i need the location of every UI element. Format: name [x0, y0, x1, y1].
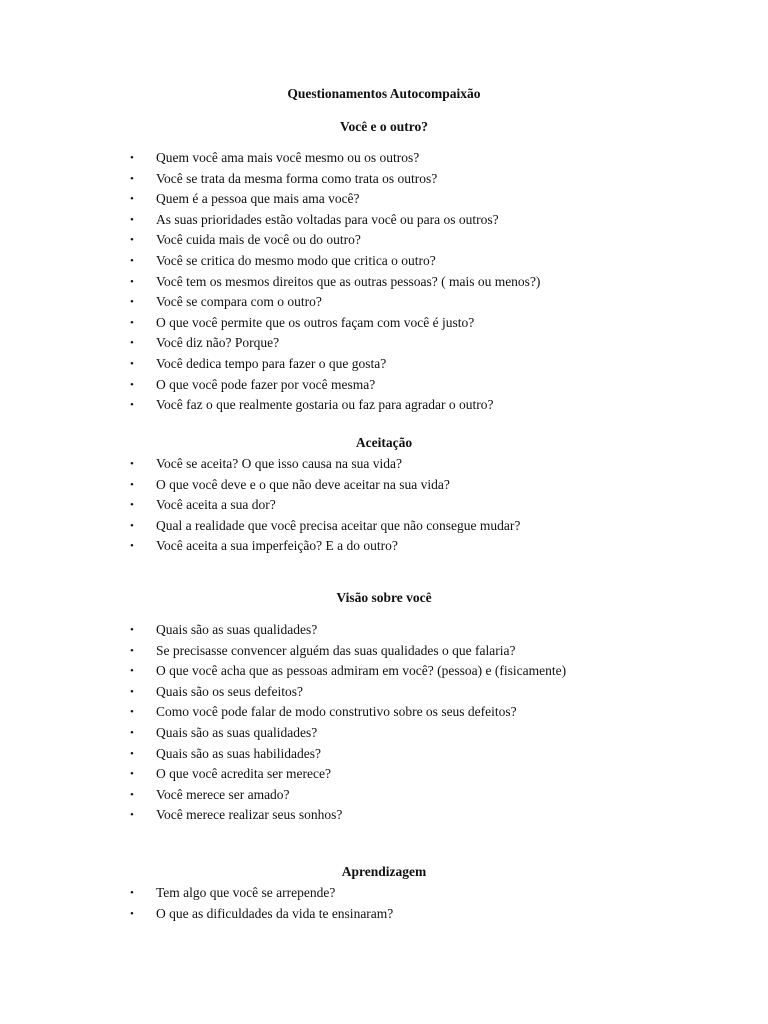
- question-text: Você merece ser amado?: [156, 786, 290, 802]
- question-text: Qual a realidade que você precisa aceitar que não consegue mudar?: [156, 517, 521, 533]
- question-item: [0, 516, 768, 537]
- question-item: [0, 475, 768, 496]
- question-text: Como você pode falar de modo construtivo sobre os seus defeitos?: [156, 704, 517, 720]
- question-item: [0, 495, 768, 516]
- question-item: [0, 169, 768, 190]
- bullet-icon: •: [130, 193, 134, 206]
- bullet-icon: •: [130, 747, 134, 760]
- bullet-icon: •: [130, 519, 134, 532]
- bullet-icon: •: [130, 399, 134, 412]
- question-text: Quem você ama mais você mesmo ou os outros?: [156, 150, 420, 165]
- question-text: Quais são as suas habilidades?: [156, 745, 321, 761]
- question-text: Você cuida mais de você ou do outro?: [156, 232, 361, 248]
- question-text: Você se critica do mesmo modo que critica o outro?: [156, 252, 436, 268]
- question-item: [0, 148, 768, 169]
- question-item: [0, 661, 768, 682]
- question-text: Você faz o que realmente gostaria ou faz para agradar o outro?: [156, 397, 494, 413]
- bullet-icon: •: [130, 254, 134, 267]
- question-text: Tem algo que você se arrepende?: [156, 885, 336, 900]
- question-item: [0, 883, 768, 904]
- question-list-visao-sobre-voce: [0, 620, 768, 826]
- question-text: Quais são os seus defeitos?: [156, 683, 303, 699]
- bullet-icon: •: [130, 685, 134, 698]
- question-text: O que você deve e o que não deve aceitar na sua vida?: [156, 476, 450, 492]
- section-heading-aceitacao: Aceitação: [355, 435, 413, 450]
- question-text: Você se aceita? O que isso causa na sua vida?: [156, 456, 403, 471]
- question-item: [0, 702, 768, 723]
- question-text: O que você pode fazer por você mesma?: [156, 376, 376, 392]
- bullet-icon: •: [130, 378, 134, 391]
- question-item: [0, 210, 768, 231]
- bullet-icon: •: [130, 624, 134, 636]
- question-text: O que você acha que as pessoas admiram em você? (pessoa) e (fisicamente): [156, 663, 567, 679]
- question-item: [0, 536, 768, 557]
- bullet-icon: •: [130, 809, 134, 822]
- question-text: As suas prioridades estão voltadas para você ou para os outros?: [156, 211, 499, 227]
- question-item: [0, 723, 768, 744]
- question-text: Você tem os mesmos direitos que as outras pessoas? ( mais ou menos?): [156, 273, 541, 289]
- question-text: Você dedica tempo para fazer o que gosta?: [156, 355, 387, 371]
- bullet-icon: •: [130, 499, 134, 512]
- bullet-icon: •: [130, 706, 134, 719]
- question-text: Você diz não? Porque?: [156, 335, 280, 351]
- document-title: Questionamentos Autocompaixão: [287, 86, 481, 101]
- question-item: [0, 904, 768, 925]
- question-text: Quais são as suas qualidades?: [156, 622, 318, 637]
- question-list-voce-e-o-outro: [0, 148, 768, 416]
- bullet-icon: •: [130, 768, 134, 781]
- question-text: Quem é a pessoa que mais ama você?: [156, 191, 360, 207]
- bullet-icon: •: [130, 152, 134, 164]
- question-item: [0, 333, 768, 354]
- bullet-icon: •: [130, 726, 134, 739]
- question-item: [0, 375, 768, 396]
- bullet-icon: •: [130, 296, 134, 309]
- question-item: [0, 454, 768, 475]
- question-item: [0, 682, 768, 703]
- question-text: Você aceita a sua imperfeição? E a do outro?: [156, 538, 398, 554]
- question-item: [0, 744, 768, 765]
- bullet-icon: •: [130, 644, 134, 657]
- question-item: [0, 230, 768, 251]
- bullet-icon: •: [130, 540, 134, 553]
- question-text: Você se trata da mesma forma como trata os outros?: [156, 170, 438, 186]
- question-item: [0, 251, 768, 272]
- question-item: [0, 620, 768, 641]
- bullet-icon: •: [130, 907, 134, 920]
- question-text: O que você permite que os outros façam com você é justo?: [156, 314, 475, 330]
- question-list-aprendizagem: [0, 883, 768, 924]
- section-heading-aprendizagem: Aprendizagem: [341, 864, 427, 879]
- bullet-icon: •: [130, 665, 134, 678]
- question-text: Você aceita a sua dor?: [156, 497, 276, 513]
- bullet-icon: •: [130, 788, 134, 801]
- question-text: Quais são as suas qualidades?: [156, 724, 318, 740]
- question-text: O que você acredita ser merece?: [156, 766, 332, 782]
- question-item: [0, 354, 768, 375]
- bullet-icon: •: [130, 887, 134, 899]
- question-item: [0, 272, 768, 293]
- question-item: [0, 641, 768, 662]
- bullet-icon: •: [130, 213, 134, 226]
- question-text: Você se compara com o outro?: [156, 294, 322, 310]
- bullet-icon: •: [130, 478, 134, 491]
- bullet-icon: •: [130, 275, 134, 288]
- question-item: [0, 292, 768, 313]
- question-item: [0, 313, 768, 334]
- bullet-icon: •: [130, 172, 134, 185]
- question-item: [0, 805, 768, 826]
- question-item: [0, 764, 768, 785]
- bullet-icon: •: [130, 458, 134, 470]
- question-item: [0, 189, 768, 210]
- question-text: O que as dificuldades da vida te ensinaram?: [156, 905, 394, 921]
- bullet-icon: •: [130, 357, 134, 370]
- bullet-icon: •: [130, 234, 134, 247]
- section-heading-voce-e-o-outro: Você e o outro?: [339, 119, 429, 134]
- question-text: Você merece realizar seus sonhos?: [156, 807, 343, 823]
- question-item: [0, 395, 768, 416]
- section-heading-visao-sobre-voce: Visão sobre você: [336, 590, 432, 605]
- question-list-aceitacao: [0, 454, 768, 557]
- question-item: [0, 785, 768, 806]
- bullet-icon: •: [130, 316, 134, 329]
- question-text: Se precisasse convencer alguém das suas qualidades o que falaria?: [156, 642, 516, 658]
- bullet-icon: •: [130, 337, 134, 350]
